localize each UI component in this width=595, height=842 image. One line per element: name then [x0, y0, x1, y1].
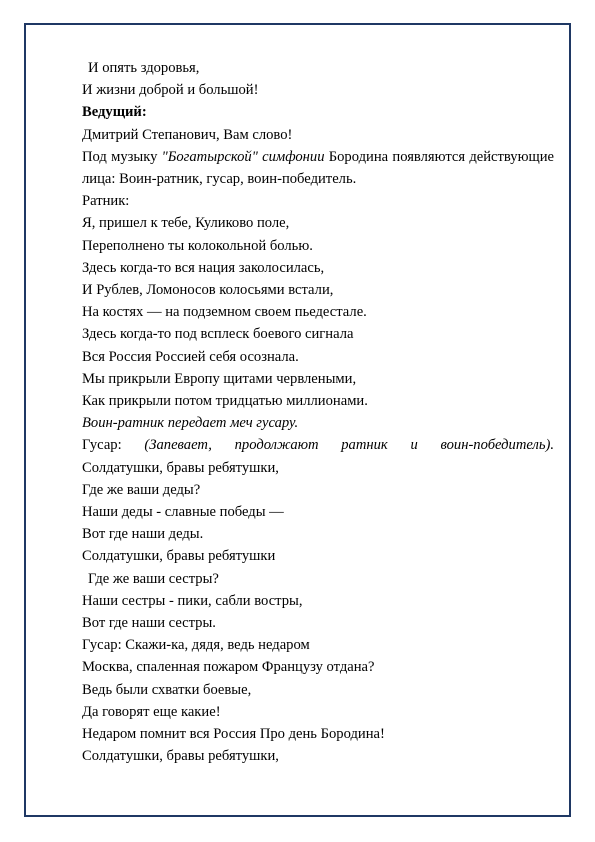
- verse-line: На костях — на подземном своем пьедестале.: [82, 304, 367, 321]
- speaker-label: Ратник:: [82, 193, 130, 210]
- verse-line: Москва, спаленная пожаром Французу отдана?: [82, 659, 375, 676]
- verse-line: Здесь когда-то под всплеск боевого сигнала: [82, 326, 354, 343]
- verse-line: Наши деды - славные победы —: [82, 504, 284, 521]
- speaker-label: Гусар:: [82, 437, 145, 454]
- verse-line: Ведь были схватки боевые,: [82, 681, 252, 698]
- verse-line: И опять здоровья,: [88, 60, 200, 76]
- document-body: [82, 57, 554, 768]
- verse-line: И жизни доброй и большой!: [82, 82, 259, 99]
- stage-direction: Воин-ратник передает меч гусару.: [82, 415, 299, 432]
- verse-line: Недаром помнит вся Россия Про день Бородина!: [82, 726, 385, 743]
- verse-line: Вот где наши сестры.: [82, 615, 216, 632]
- verse-line: Где же ваши сестры?: [88, 570, 219, 587]
- verse-line: Солдатушки, бравы ребятушки,: [82, 459, 279, 476]
- verse-line: Да говорят еще какие!: [82, 703, 221, 720]
- verse-line: Я, пришел к тебе, Куликово поле,: [82, 215, 290, 232]
- verse-line: Вся Россия Россией себя осознала.: [82, 348, 299, 365]
- italic-span: "Богатырской" симфонии: [161, 148, 325, 165]
- verse-line: Солдатушки, бравы ребятушки: [82, 548, 276, 565]
- verse-line: Гусар: Скажи-ка, дядя, ведь недаром: [82, 637, 310, 654]
- text-span: Под музыку: [82, 148, 162, 165]
- verse-line: Как прикрыли потом тридцатью миллионами.: [82, 393, 368, 410]
- speaker-line: [82, 434, 554, 456]
- stage-direction: (Запевает, продолжают ратник и воин-победитель).: [144, 437, 554, 454]
- verse-line: И Рублев, Ломоносов колосьями встали,: [82, 282, 334, 299]
- verse-line: Здесь когда-то вся нация заколосилась,: [82, 259, 325, 276]
- stage-direction-paragraph: [82, 146, 554, 190]
- speaker-heading: Ведущий:: [82, 104, 147, 121]
- verse-line: Переполнено ты колокольной болью.: [82, 237, 313, 254]
- verse-line: Вот где наши деды.: [82, 526, 204, 543]
- verse-line: Мы прикрыли Европу щитами червлеными,: [82, 370, 357, 387]
- verse-line: Где же ваши деды?: [82, 481, 201, 498]
- verse-line: Наши сестры - пики, сабли востры,: [82, 592, 303, 609]
- text-line: Дмитрий Степанович, Вам слово!: [82, 126, 293, 143]
- text-span: Бородина появляются действующие лица: Воин-ратник, гусар, воин-победитель.: [82, 148, 555, 188]
- verse-line: Солдатушки, бравы ребятушки,: [82, 748, 279, 765]
